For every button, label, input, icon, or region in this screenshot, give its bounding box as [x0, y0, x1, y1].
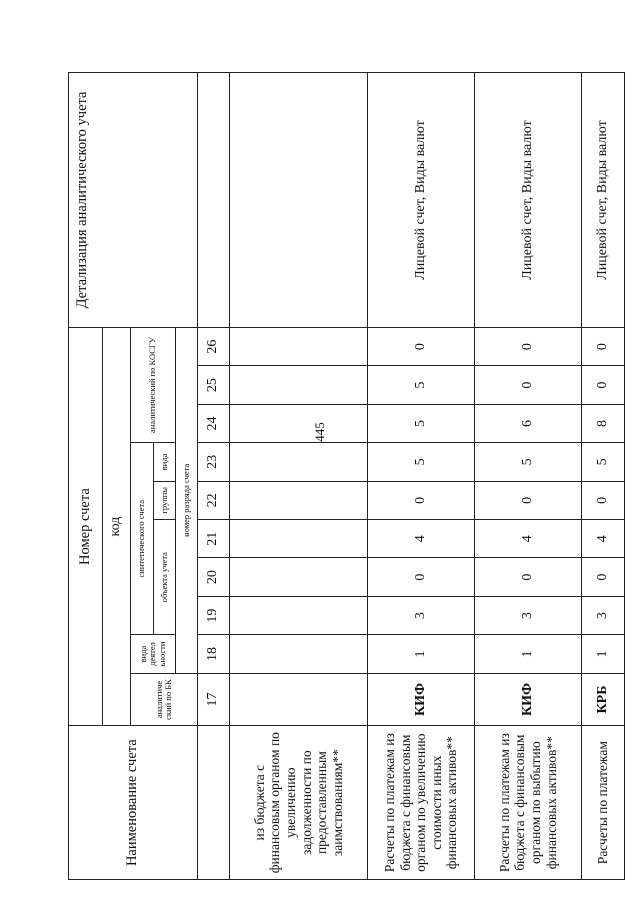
row-code: 1 [475, 635, 582, 673]
row-code: 8 [582, 404, 625, 442]
header-group: группы [154, 481, 176, 519]
row-name: из бюджета с финансовым органом по увеличению задолженности по предоставленным заимствованиям** [230, 726, 368, 880]
digit-22: 22 [198, 481, 230, 519]
table-row [368, 73, 475, 880]
row-code [230, 366, 368, 404]
row-code [230, 520, 368, 558]
digit-17: 17 [198, 673, 230, 726]
row-code: 4 [368, 520, 475, 558]
row-code [230, 558, 368, 596]
row-code: 5 [368, 404, 475, 442]
digit-blank-left [198, 726, 230, 880]
row-code: 5 [475, 443, 582, 481]
row-code [230, 596, 368, 634]
row-code: 0 [368, 481, 475, 519]
header-account-object: объекта учета [154, 520, 176, 635]
row-code: 3 [368, 596, 475, 634]
row-code: 5 [368, 443, 475, 481]
row-code: 6 [475, 404, 582, 442]
rotated-table-container [68, 72, 611, 880]
row-code: 1 [582, 635, 625, 673]
row-code: 1 [368, 635, 475, 673]
row-code [230, 635, 368, 673]
row-name: Расчеты по платежам из бюджета с финансовым органом по увеличению стоимости иных финансовых активов** [368, 726, 475, 880]
header-analytic-bk: аналитиче ский по БК [131, 673, 198, 726]
row-code [230, 327, 368, 365]
row-code: 3 [582, 596, 625, 634]
row-code [230, 404, 368, 442]
header-detail: Детализация аналитического учета [69, 73, 198, 328]
table-row [582, 73, 625, 880]
row-code [230, 481, 368, 519]
row-code: 0 [475, 481, 582, 519]
row-name: Расчеты по платежам [582, 726, 625, 880]
row-code: КИФ [368, 673, 475, 726]
row-detail [230, 73, 368, 328]
digit-20: 20 [198, 558, 230, 596]
digit-25: 25 [198, 366, 230, 404]
row-code: 0 [582, 327, 625, 365]
row-code: 0 [475, 366, 582, 404]
digit-23: 23 [198, 443, 230, 481]
digit-21: 21 [198, 520, 230, 558]
row-code: КРБ [582, 673, 625, 726]
table-row [230, 73, 368, 880]
row-code: 5 [582, 443, 625, 481]
row-code: 0 [582, 558, 625, 596]
row-code [230, 443, 368, 481]
row-detail: Лицевой счет, Виды валют [582, 73, 625, 328]
digit-blank-right [198, 73, 230, 328]
row-code: 4 [582, 520, 625, 558]
row-code: 0 [582, 481, 625, 519]
digit-24: 24 [198, 404, 230, 442]
row-code: 0 [475, 558, 582, 596]
row-detail: Лицевой счет, Виды валют [475, 73, 582, 328]
row-code: 4 [475, 520, 582, 558]
row-code: 0 [368, 327, 475, 365]
digit-26: 26 [198, 327, 230, 365]
table-row [475, 73, 582, 880]
row-code: 0 [475, 327, 582, 365]
row-detail: Лицевой счет, Виды валют [368, 73, 475, 328]
row-name: Расчеты по платежам из бюджета с финансовым органом по выбытию финансовых активов** [475, 726, 582, 880]
row-code: 5 [368, 366, 475, 404]
digit-18: 18 [198, 635, 230, 673]
header-kosgu: аналитический по КОСГУ [131, 327, 176, 442]
header-account-name: Наименование счета [69, 726, 198, 880]
header-synthetic: синтетического счета [131, 443, 154, 635]
header-activity-type: вида деятел ьности [131, 635, 176, 673]
page-number: 445 [312, 422, 327, 442]
row-code [230, 673, 368, 726]
row-code: 3 [475, 596, 582, 634]
header-code: код [103, 327, 131, 725]
row-code: 0 [582, 366, 625, 404]
row-code: КИФ [475, 673, 582, 726]
header-kind: вида [154, 443, 176, 481]
account-table [68, 72, 625, 880]
header-digit-number: номер разряда счета [176, 327, 198, 673]
header-account-number: Номер счета [69, 327, 103, 725]
digit-19: 19 [198, 596, 230, 634]
row-code: 0 [368, 558, 475, 596]
